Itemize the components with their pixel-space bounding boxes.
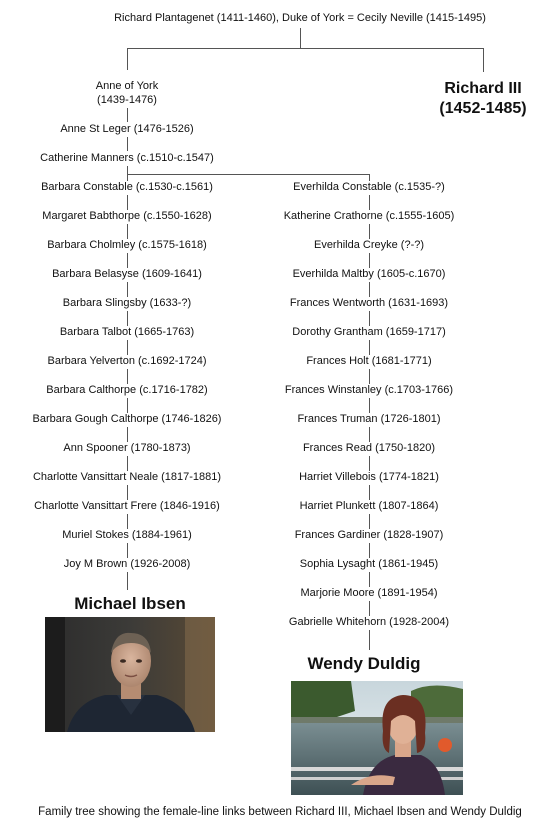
connector bbox=[369, 601, 370, 616]
right-person: Everhilda Constable (c.1535-?) bbox=[293, 181, 445, 193]
richard-iii-name: Richard III bbox=[444, 80, 522, 97]
connector bbox=[369, 369, 370, 384]
left-person: Barbara Slingsby (1633-?) bbox=[62, 297, 192, 309]
connector bbox=[369, 282, 370, 297]
split-left-drop bbox=[127, 174, 128, 181]
right-person: Frances Read (1750-1820) bbox=[302, 442, 436, 454]
connector bbox=[369, 630, 370, 650]
anne-of-york-name: Anne of York bbox=[95, 80, 159, 92]
left-person: Muriel Stokes (1884-1961) bbox=[62, 529, 192, 541]
connector bbox=[127, 108, 128, 122]
right-person: Frances Holt (1681-1771) bbox=[306, 355, 432, 367]
right-person: Frances Winstanley (c.1703-1766) bbox=[284, 384, 454, 396]
split-branch bbox=[127, 174, 369, 175]
michael-ibsen-name: Michael Ibsen bbox=[74, 594, 186, 613]
connector bbox=[127, 253, 128, 268]
connector bbox=[369, 311, 370, 326]
portrait-man-image bbox=[45, 617, 215, 732]
connector bbox=[127, 137, 128, 151]
right-person: Gabrielle Whitehorn (1928-2004) bbox=[288, 616, 450, 628]
right-person: Frances Truman (1726-1801) bbox=[297, 413, 441, 425]
left-person: Barbara Calthorpe (c.1716-1782) bbox=[46, 384, 208, 396]
right-person: Harriet Villebois (1774-1821) bbox=[299, 471, 439, 483]
right-person: Marjorie Moore (1891-1954) bbox=[300, 587, 438, 599]
left-person: Barbara Talbot (1665-1763) bbox=[59, 326, 195, 338]
left-person: Charlotte Vansittart Frere (1846-1916) bbox=[34, 500, 220, 512]
right-person: Dorothy Grantham (1659-1717) bbox=[292, 326, 446, 338]
portrait-woman-image bbox=[291, 681, 463, 795]
right-person: Everhilda Creyke (?-?) bbox=[313, 239, 425, 251]
left-person: Barbara Gough Calthorpe (1746-1826) bbox=[32, 413, 222, 425]
connector bbox=[127, 485, 128, 500]
connector bbox=[369, 514, 370, 529]
branch-right-drop bbox=[483, 48, 484, 72]
connector bbox=[369, 572, 370, 587]
connector bbox=[127, 166, 128, 174]
connector bbox=[127, 456, 128, 471]
connector bbox=[127, 572, 128, 590]
left-person: Barbara Belasyse (1609-1641) bbox=[52, 268, 202, 280]
connector bbox=[369, 195, 370, 210]
top-branch bbox=[127, 48, 483, 49]
person-catherine-manners: Catherine Manners (c.1510-c.1547) bbox=[40, 152, 214, 164]
connector bbox=[369, 398, 370, 413]
person-anne-st-leger: Anne St Leger (1476-1526) bbox=[60, 123, 194, 135]
split-right-drop bbox=[369, 174, 370, 181]
connector bbox=[369, 427, 370, 442]
figure-caption: Family tree showing the female-line links between Richard III, Michael Ibsen and Wendy Duldig bbox=[38, 806, 522, 818]
connector bbox=[369, 224, 370, 239]
left-person: Ann Spooner (1780-1873) bbox=[63, 442, 191, 454]
right-person: Katherine Crathorne (c.1555-1605) bbox=[283, 210, 455, 222]
left-person: Charlotte Vansittart Neale (1817-1881) bbox=[32, 471, 222, 483]
right-person: Harriet Plunkett (1807-1864) bbox=[299, 500, 439, 512]
connector bbox=[369, 340, 370, 355]
right-person: Everhilda Maltby (1605-c.1670) bbox=[292, 268, 446, 280]
left-person: Barbara Constable (c.1530-c.1561) bbox=[41, 181, 213, 193]
connector bbox=[127, 427, 128, 442]
connector bbox=[127, 282, 128, 297]
wendy-duldig-name: Wendy Duldig bbox=[307, 654, 421, 673]
connector bbox=[369, 485, 370, 500]
wendy-duldig-photo bbox=[291, 681, 463, 795]
connector bbox=[369, 456, 370, 471]
right-person: Frances Wentworth (1631-1693) bbox=[289, 297, 449, 309]
branch-left-drop bbox=[127, 48, 128, 70]
left-person: Margaret Babthorpe (c.1550-1628) bbox=[42, 210, 212, 222]
anne-of-york-dates: (1439-1476) bbox=[97, 94, 157, 106]
connector bbox=[369, 253, 370, 268]
connector bbox=[127, 543, 128, 558]
richard-iii-dates: (1452-1485) bbox=[439, 100, 527, 117]
michael-ibsen-photo bbox=[45, 617, 215, 732]
left-person: Joy M Brown (1926-2008) bbox=[63, 558, 191, 570]
right-person: Frances Gardiner (1828-1907) bbox=[294, 529, 444, 541]
connector bbox=[127, 398, 128, 413]
left-person: Barbara Cholmley (c.1575-1618) bbox=[47, 239, 207, 251]
top-stem bbox=[300, 28, 301, 48]
connector bbox=[127, 311, 128, 326]
connector bbox=[127, 369, 128, 384]
left-person: Barbara Yelverton (c.1692-1724) bbox=[47, 355, 207, 367]
connector bbox=[127, 224, 128, 239]
connector bbox=[369, 543, 370, 558]
connector bbox=[127, 514, 128, 529]
connector bbox=[127, 195, 128, 210]
founding-couple: Richard Plantagenet (1411-1460), Duke of York = Cecily Neville (1415-1495) bbox=[114, 12, 486, 24]
connector bbox=[127, 340, 128, 355]
right-person: Sophia Lysaght (1861-1945) bbox=[299, 558, 439, 570]
